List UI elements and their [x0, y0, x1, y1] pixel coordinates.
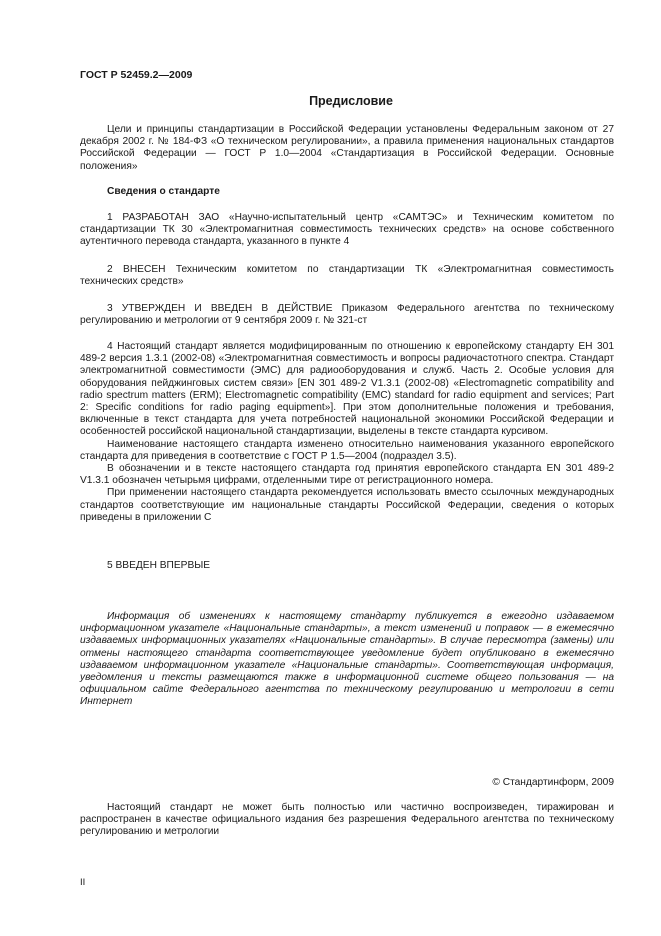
item-4-paragraph: Наименование настоящего стандарта изменено относительно наименования указанного европейского стандарта для приведения в соответствие с ГОСТ Р 1.5—2004 (подраздел 3.5).	[80, 438, 614, 462]
reproduction-notice	[80, 802, 614, 839]
info-notice-text: Информация об изменениях к настоящему стандарту публикуется в ежегодно издаваемом информационном указателе «Национальные стандарты», а текст изменений и поправок — в ежемесячно издаваемых информационных указателях «Национальные стандарты». В случае пересмотра (замены) или отмены настоящего стандарта соответствующее уведомление будет опубликовано в ежемесячно издаваемом информационном указателе «Национальные стандарты». Соответствующая информация, уведомления и тексты размещаются также в информационной системе общего пользования — на официальном сайте Федерального агентства по техническому регулированию и метрологии в сети Интернет	[80, 611, 614, 708]
intro-paragraph: Цели и принципы стандартизации в Российской Федерации установлены Федеральным законом от 27 декабря 2002 г. № 184-ФЗ «О техническом регулировании», а правила применения национальных стандартов Российской Федерации — ГОСТ Р 1.0—2004 «Стандартизация в Российской Федерации. Основные положения»	[80, 124, 614, 172]
info-notice	[80, 611, 614, 709]
intro-section	[80, 124, 614, 173]
item-4	[80, 341, 614, 524]
standard-info-heading: Сведения о стандарте	[107, 186, 220, 197]
page-number: II	[80, 877, 86, 888]
item-2-text: 2 ВНЕСЕН Техническим комитетом по стандартизации ТК «Электромагнитная совместимость технических средств»	[80, 264, 614, 288]
page-title: Предисловие	[309, 94, 393, 108]
item-1-text: 1 РАЗРАБОТАН ЗАО «Научно-испытательный центр «САМТЭС» и Техническим комитетом по стандартизации ТК 30 «Электромагнитная совместимость технических средств» на основе собственного аутентичного перевода стандарта, указанного в пункте 4	[80, 212, 614, 248]
reproduction-notice-text: Настоящий стандарт не может быть полностью или частично воспроизведен, тиражирован и распространен в качестве официального издания без разрешения Федерального агентства по техническому регулированию и метрологии	[80, 802, 614, 838]
item-4-paragraph: 4 Настоящий стандарт является модифицированным по отношению к европейскому стандарту ЕН 301 489-2 версия 1.3.1 (2002-08) «Электромагнитная совместимость и вопросы радиочастотного спектра. Стандарт электромагнитной совместимости (ЭМС) для радиооборудования и служб. Часть 2. Особые условия для оборудования пейджинговых систем связи» [EN 301 489-2 V1.3.1 (2002-08) «Electromagnetic compatibility and radio spectrum matters (ERM); Electromagnetic compatibility (EMC) standard for radio equipment and services; Part 2: Specific conditions for radio paging equipment»]. При этом дополнительные положения и требования, включенные в текст стандарта для учета потребностей национальной экономики Российской Федерации и особенностей российской национальной стандартизации, выделены в тексте стандарта курсивом.	[80, 341, 614, 438]
item-3-text: 3 УТВЕРЖДЕН И ВВЕДЕН В ДЕЙСТВИЕ Приказом Федерального агентства по техническому регулированию и метрологии от 9 сентября 2009 г. № 321-ст	[80, 303, 614, 327]
item-4-paragraph: При применении настоящего стандарта рекомендуется использовать вместо ссылочных международных стандартов соответствующие им национальные стандарты Российской Федерации, сведения о которых приведены в приложении С	[80, 487, 614, 523]
item-1	[80, 212, 614, 249]
item-2	[80, 264, 614, 288]
document-header: ГОСТ Р 52459.2—2009	[80, 69, 193, 81]
item-4-paragraph: В обозначении и в тексте настоящего стандарта год принятия европейского стандарта EN 301 489-2 V1.3.1 обозначен четырьмя цифрами, отделенными тире от регистрационного номера.	[80, 463, 614, 487]
item-3	[80, 303, 614, 327]
item-5-text: 5 ВВЕДЕН ВПЕРВЫЕ	[107, 560, 211, 571]
copyright: © Стандартинформ, 2009	[492, 777, 614, 788]
item-5	[80, 560, 614, 572]
